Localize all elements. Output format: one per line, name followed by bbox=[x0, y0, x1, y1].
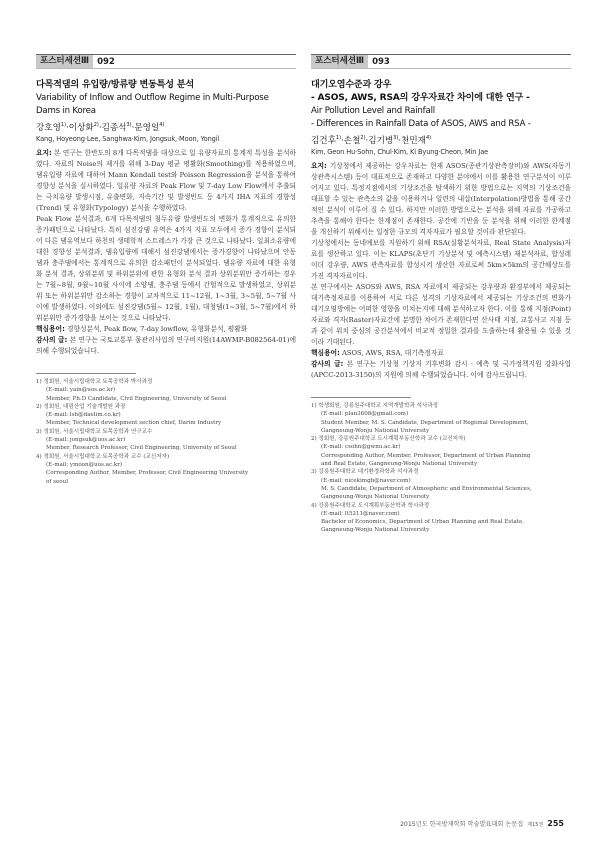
title-korean: 다목적댐의 유입량/방류량 변동특성 분석 bbox=[36, 80, 194, 90]
author-mark: 1) bbox=[335, 135, 342, 142]
session-tag: 포스터세션Ⅲ bbox=[311, 55, 368, 68]
footnote-line: M. S. Candidate, Department of Atmospheric and Environmental Sciences, bbox=[321, 485, 532, 492]
abstract-paragraph: Peak Flow 분석결과, 6개 다목적댐의 첨두유량 발생빈도의 변화가 통계적으로 유의한 증가패턴으로 나타났다. 특히 섬진강댐 유역은 4가지 지표 모두에서 증가 경향이 분석되어 다른 댐유역보다 하천의 생태학적 스트레스가 가장 큰 것으로 나타났다. 일최소유량에 대한 경향성 분석결과, 댐유입량에 대해서 섬진강댐에서는 증가경향이 나타났으며 안동댐과 충주댐에서는 통계적으로 유의한 감소패턴이 분석되었다. 댐유량 자료에 대한 유형화 분석 결과, 상위분위 및 하위분위에 관한 유형화 분석 결과 상위분위만 증가하는 경우는 7월~8월, 9월~10월 사이에 소양댐, 충주댐 등에서 간헐적으로 발생하였고, 상위분위 또는 하위분위만 감소하는 경향이 교차적으로 11~12월, 1~3월, 3~5월, 5~7월 사이에 발생하였다. 이외에도 섬진강댐(5월~ 12월, 1월), 대청댐(1~3월, 5~7월)에서 하위분위만 증가경향을 보이는 것으로 나타났다. bbox=[36, 215, 296, 322]
authors-english: Kim, Geon Hu·Sohn, Chul·Kim, Ki Byung·Cheon, Min Jae bbox=[311, 148, 489, 156]
authors-korean: 김건후$^{1)}$·손철$^{2)}$·김기병$^{3)}$·천민재$^{4)}$ bbox=[311, 135, 432, 146]
proceedings-title: 2015년도 한국방재학회 학술발표대회 논문집 bbox=[400, 821, 524, 828]
footnote-line: 3) 강릉원주대학교 대기환경과학과 석사과정 bbox=[311, 469, 419, 476]
keywords bbox=[36, 324, 296, 335]
abstract-paragraph bbox=[36, 148, 296, 214]
author-name: 손철 bbox=[343, 136, 361, 146]
session-number: 092 bbox=[97, 56, 115, 67]
session-header bbox=[36, 54, 296, 69]
author-name: 이상화 bbox=[68, 123, 94, 133]
acknowledgement bbox=[311, 359, 571, 381]
footnote-line: (E-mail: csohn@gwnu.ac.kr) bbox=[321, 444, 401, 451]
footnote-line: Member, Ph.D Candidate, Civil Engineering, University of Seoul bbox=[46, 395, 227, 402]
author-name: 김건후 bbox=[311, 136, 336, 146]
session-header bbox=[311, 54, 571, 69]
keywords-label: 핵심용어: bbox=[36, 325, 65, 333]
footnote-line: 2) 정회원, 대림산업 기술개발원 과장 bbox=[36, 403, 126, 410]
footnote-divider bbox=[311, 397, 411, 398]
session-tag: 포스터세션Ⅲ bbox=[36, 55, 93, 68]
footnote-line: (E-mail: ymoon@uos.ac.kr) bbox=[46, 461, 123, 468]
footnote-line: 4) 정회원, 서울시립대학교 토목공학과 교수 (교신저자) bbox=[36, 453, 170, 460]
keywords-text: 경향성분석, Peak flow, 7-day lowflow, 유형화분석, 평활화 bbox=[64, 325, 248, 333]
abstract-text: 본 연구는 한반도의 8개 다목적댐을 대상으로 일 유량자료의 통계적 특성을 분석하였다. 자료의 Noise의 제거를 위해 3-Day 평균 평활화(Smoothing)를 적용하였으며, 댐유입량 자료에 대하여 Mann Kendall test와 Poisson Regression을 분석을 통하여 경향성 분석을 실시하였다. 일유량 자료의 Peak Flow 및 7-day Low Flow에서 추출되는 극치유량 발생시점, 유출변화, 지속기간 및 발생빈도 등 4가지 IHA 지표의 경향성(Trend) 및 유형화(Typology) 분석을 수행하였다. bbox=[36, 149, 296, 212]
footnote-line: (E-mail: yain@uos.ac.kr) bbox=[46, 387, 116, 394]
footnote-line: 2) 정회원, 강릉원주대학교 도시계획부동산학과 교수 (교신저자) bbox=[311, 436, 466, 443]
title-korean-line: - ASOS, AWS, RSA의 강우자료간 차이에 대한 연구 - bbox=[311, 93, 530, 103]
page-footer: 2015년도 한국방재학회 학술발표대회 논문집 제15권 255 bbox=[400, 819, 564, 828]
title-english bbox=[311, 105, 571, 130]
footnote-line: Member, Technical development section chief, Darim Industry bbox=[46, 420, 222, 427]
footnote-line: 1) 정회원, 서울시립대학교 토목공학과 박사과정 bbox=[36, 379, 153, 385]
author-mark: 1) bbox=[60, 122, 67, 129]
author-mark: 4) bbox=[425, 135, 432, 142]
acknowledgement bbox=[36, 335, 296, 357]
footnote-line: and Real Estate, Gangneung-Wonju National University bbox=[321, 461, 478, 468]
footnote-line: (E-mail: nicekimgb@naver.com) bbox=[321, 477, 411, 484]
author-name: 천민재 bbox=[401, 136, 426, 146]
session-number: 093 bbox=[372, 56, 390, 67]
footnotes bbox=[36, 378, 296, 486]
abstract-column-left bbox=[36, 54, 296, 486]
footnotes bbox=[311, 402, 571, 535]
abstract-paragraph: 본 연구에서는 ASOS와 AWS, RSA 자료에서 제공되는 강우량과 환경부에서 제공되는 대기측정자료를 이용하여 서로 다른 성격의 기상자료에서 제공되는 기상조건의 변화가 대기오염방에는 어떠한 영향을 미치는지에 대해 분석하고자 한다. 이를 통해 지점(Point)자료와 격자(Raster)자료간에 분명한 차이가 존재한다면 산사태 지점, 교통사고 지점 등과 같이 위치 중심의 공간분석에서 비교적 정밀한 결과를 도출하는데 활용될 수 있을 것이라 기대된다. bbox=[311, 283, 571, 346]
footnote-line: Student Member, M. S. Candidate, Department of Regional Development, bbox=[321, 419, 529, 426]
footnote-line: Bachelor of Economics, Department of Urban Planning and Real Estate, bbox=[321, 519, 525, 526]
footnote-line: Gangneung-Wonju National University bbox=[321, 494, 430, 501]
abstract-paragraph: 기상청에서는 동네예보를 지원하기 위해 RSA(실황분석자료, Real State Analysis)자료를 생산하고 있다. 이는 KLAPS(초단기 기상분석 및 예측시스템) 재분석자료, 합성레이더 강우량, AWS 관측자료를 합성시켜 생산한 자료로써 5km×5km의 공간해상도를 가진 격자자료이다. bbox=[311, 239, 571, 280]
keywords-text: ASOS, AWS, RSA, 대기측정자료 bbox=[339, 349, 444, 357]
footnote-line: Corresponding Author, Member, Professor, Department of Urban Planning bbox=[321, 452, 531, 459]
title-english bbox=[36, 92, 296, 117]
authors-english: Kang, Hoyeong·Lee, Sanghwa·Kim, Jongsuk,·Moon, Yongil bbox=[36, 135, 220, 143]
ack-label: 감사의 글: bbox=[36, 336, 68, 344]
footnote-line: (E-mail: plan3608@gmail.com) bbox=[321, 411, 409, 418]
footnote-line: Corresponding Author, Member, Professor, Civil Engineering University bbox=[46, 470, 249, 477]
ack-text: 본 연구는 국토교통부 물관리사업의 연구비지원(14AWMP-B082564-01)에 의해 수행되었습니다. bbox=[36, 336, 296, 355]
title-english-line: Variability of Inflow and Outflow Regime in Multi-Purpose bbox=[36, 93, 269, 103]
keywords-label: 핵심용어: bbox=[311, 349, 340, 357]
footnote-line: of seoul bbox=[46, 478, 68, 485]
author-mark: 3) bbox=[126, 122, 132, 129]
title-english-line: Air Pollution Level and Rainfall bbox=[311, 106, 435, 116]
author-mark: 4) bbox=[159, 122, 165, 129]
abstract-column-right bbox=[311, 54, 571, 535]
page-number: 255 bbox=[547, 819, 564, 828]
footnote-line: Gangneung-Wonju National University bbox=[321, 527, 430, 534]
author-mark: 3) bbox=[393, 135, 399, 142]
abstract-body bbox=[36, 148, 296, 357]
footnote-line: (E-mail: jongsuk@uos.ac.kr) bbox=[46, 437, 126, 444]
title-english-line: - Differences in Rainfall Data of ASOS, AWS and RSA - bbox=[311, 118, 531, 129]
abstract-paragraph bbox=[311, 161, 571, 238]
author-name: 김종석 bbox=[101, 123, 127, 133]
footnote-divider bbox=[36, 373, 136, 374]
author-name: 강호영 bbox=[36, 123, 61, 133]
footnote-line: Gangneung-Wonju National University bbox=[321, 427, 430, 434]
footnote-line: Member, Research Professor, Civil Engineering, University of Seoul bbox=[46, 445, 237, 452]
footnote-line: (E-mail: lsh@daelim.co.kr) bbox=[46, 412, 121, 419]
footnote-line: 3) 정회원, 서울시립대학교 토목공학과 연구교수 bbox=[36, 428, 153, 435]
abstract-label: 요지: bbox=[36, 149, 52, 157]
author-name: 문영일 bbox=[134, 123, 160, 133]
abstract-label: 요지: bbox=[311, 162, 327, 170]
abstract-text: 기상청에서 제공하는 강우자료는 현재 ASOS(종관기상관측장비)와 AWS(자동기상관측시스템) 등이 대표적으로 존재하고 다양한 분야에서 이를 활용한 연구분석이 이루어지고 있다. 특정지점에서의 기상조건을 탐색하기 위한 방법으로는 지역의 기상조건을 대표할 수 있는 관측소의 값을 이용하거나 일련의 내삽(Interpolation)방법을 통해 공간적인 분석이 이루어 질 수 있다. 하지만 이러한 방법으로는 분석을 위해 자료를 가공하고 추측을 통해야 한다는 한계점이 존재한다. 공간에 기반을 둔 분석을 위해 이러한 한계점을 개선하기 위해서는 일정한 규모의 격자자료가 필요할 것이라 판단된다. bbox=[311, 162, 571, 236]
ack-label: 감사의 글: bbox=[311, 360, 344, 368]
ack-text: 본 연구는 기상청 기상지 기후변화 감시 · 예측 및 국가정책지원 강화사업(APCC-2013-3150)의 지원에 의해 수행되었습니다. 이에 감사드립니다. bbox=[311, 360, 571, 379]
title-korean-line: 대기오염수준과 강우 bbox=[311, 80, 392, 90]
footnote-line: 1) 학생회원, 강릉원주대학교 지역개발학과 석사과정 bbox=[311, 403, 439, 409]
abstract-body bbox=[311, 161, 571, 381]
author-mark: 2) bbox=[360, 135, 366, 142]
title-english-line: Dams in Korea bbox=[36, 105, 96, 116]
title-korean bbox=[311, 79, 571, 105]
footnote-line: (E-mail: lt5211@naver.com) bbox=[321, 510, 400, 517]
author-name: 김기병 bbox=[368, 136, 394, 146]
authors-korean: 강호영$^{1)}$·이상화$^{2)}$·김종석$^{3)}$·문영일$^{4)}$ bbox=[36, 122, 165, 133]
keywords bbox=[311, 348, 571, 359]
author-mark: 2) bbox=[93, 122, 99, 129]
footnote-line: 4) 강릉원주대학교 도시계획부동산학과 학사과정 bbox=[311, 502, 430, 509]
